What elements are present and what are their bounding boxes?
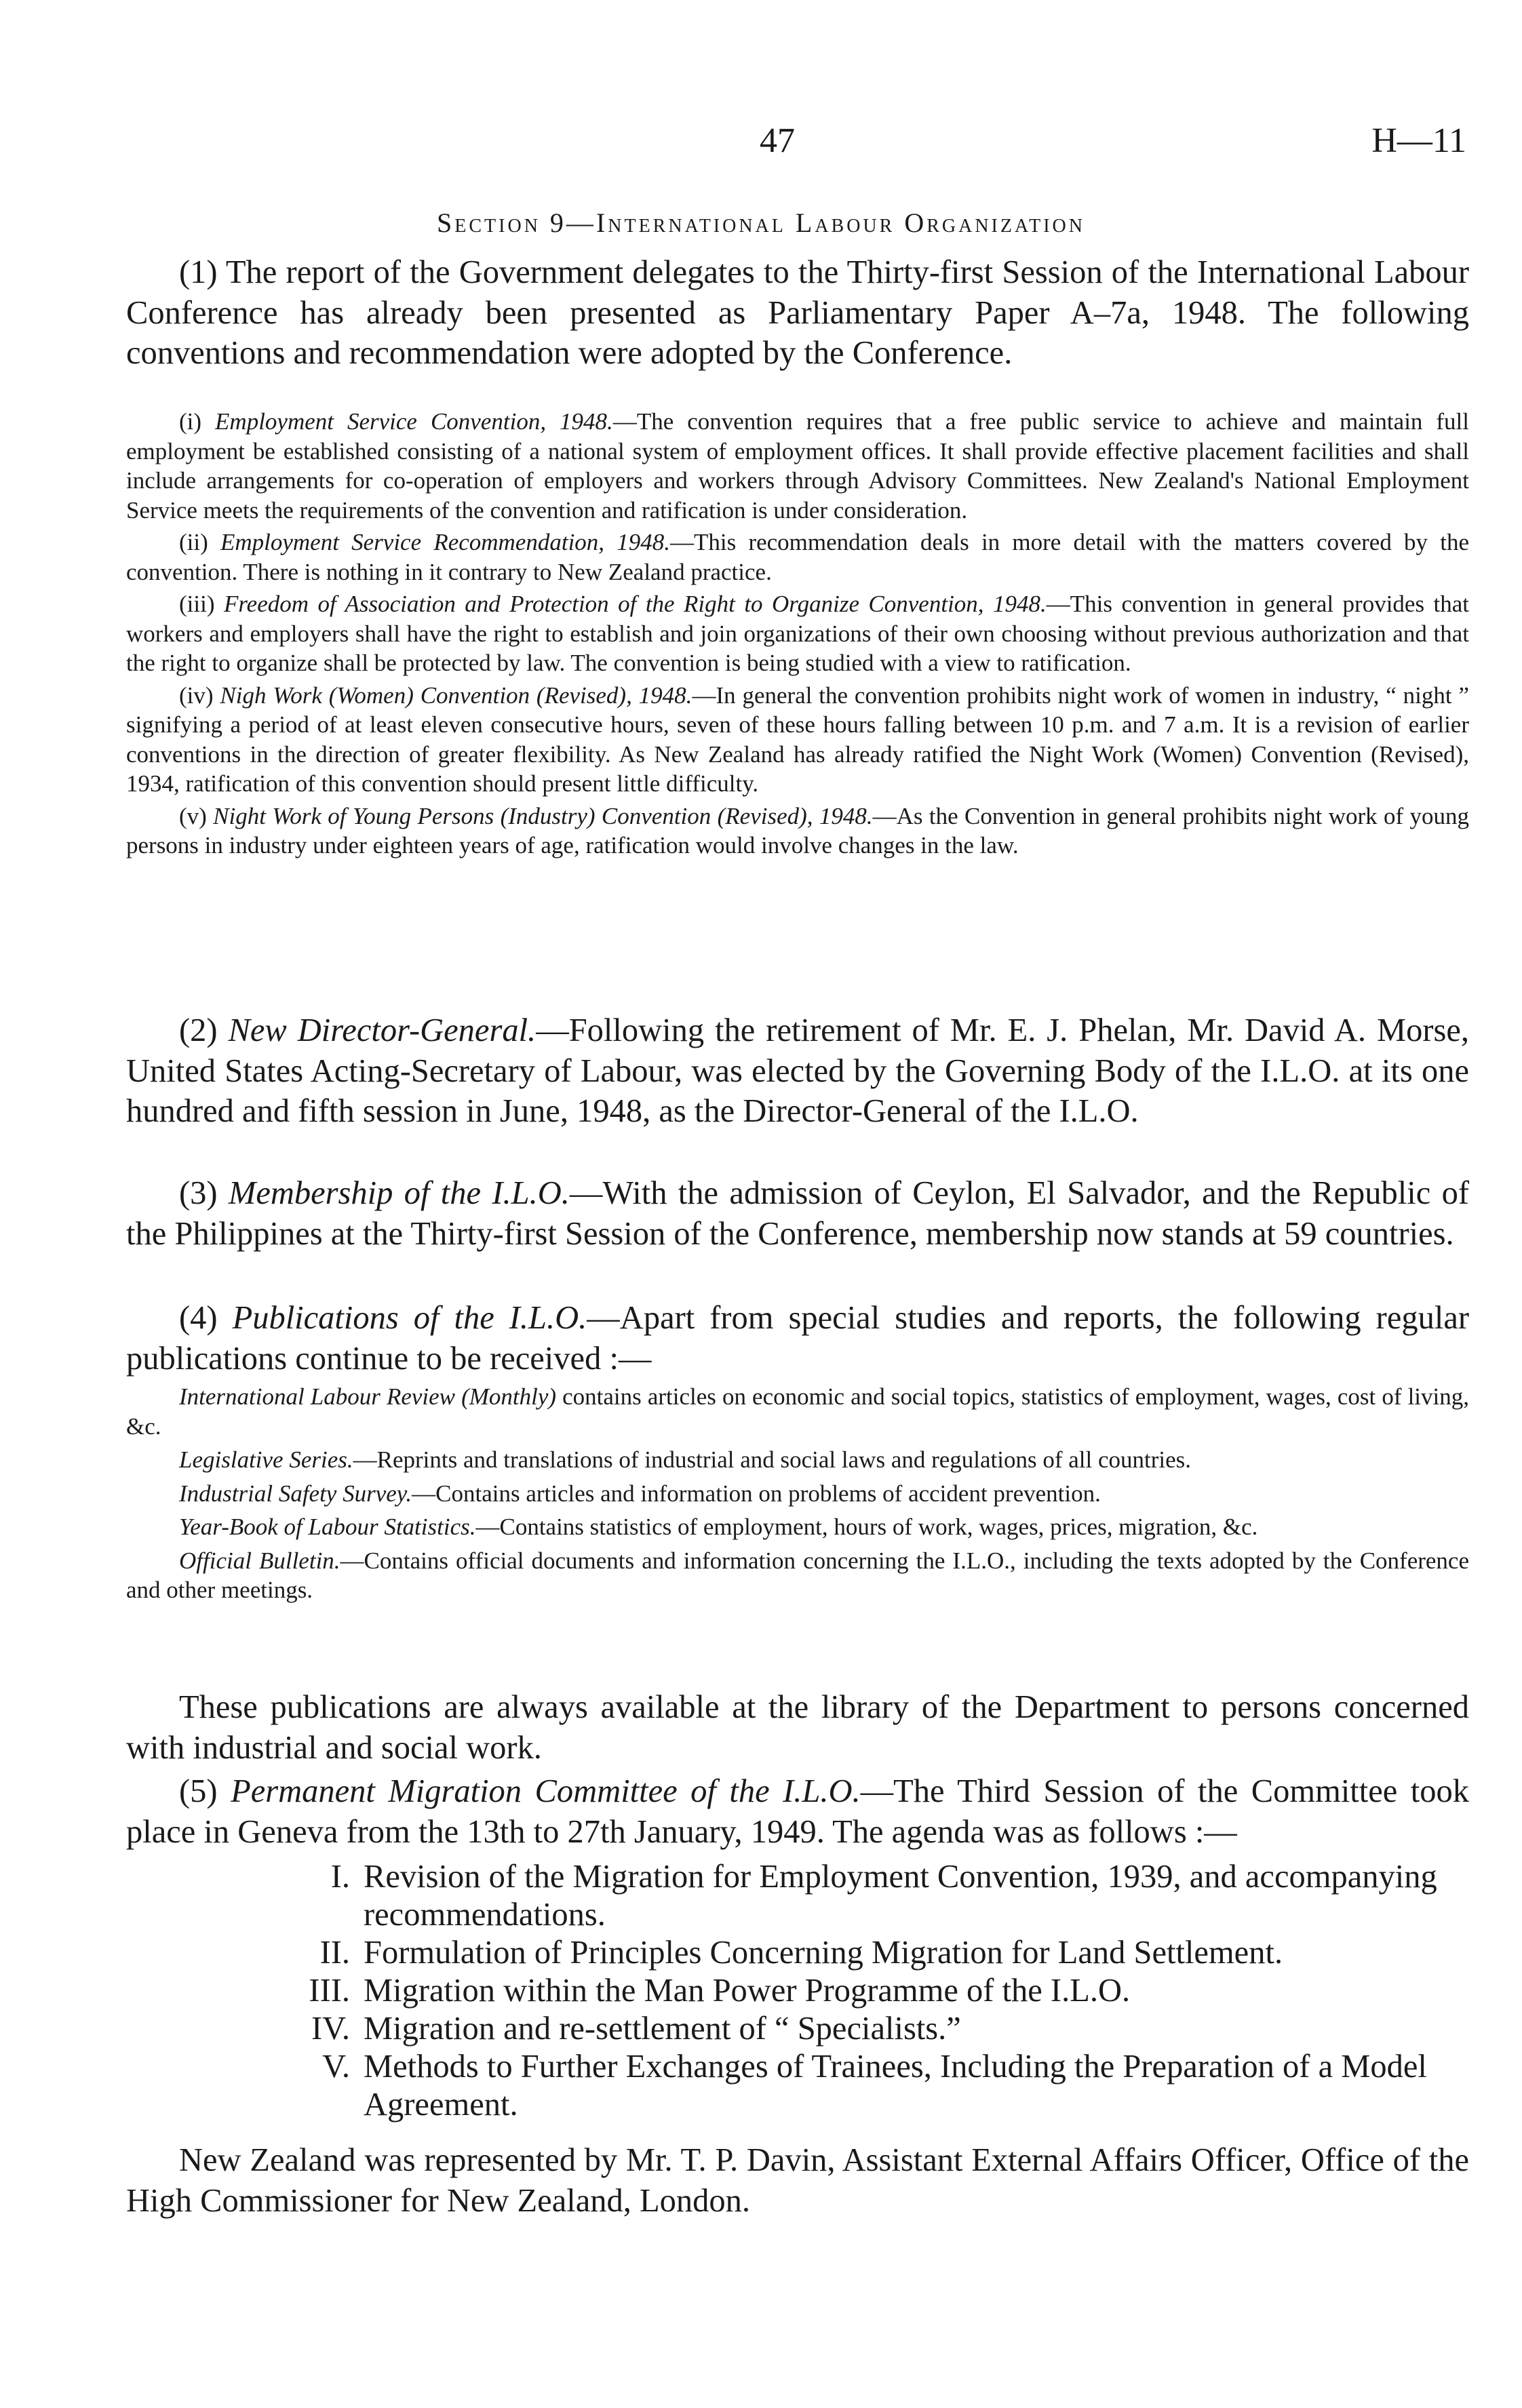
- paragraph-text: The report of the Government delegates to the Thirty-first Session of the International Labour Conference has already been presented as Parliamentary Paper A–7a, 1948. The following conventions and recommendation were adopted by the Conference.: [126, 254, 1469, 371]
- migration-paragraph: (5) Permanent Migration Committee of the I.L.O.—The Third Session of the Committee took place in Geneva from the 13th to 27th January, 1949. The agenda was as follows :—: [126, 1773, 1470, 1850]
- convention-text: —This recommendation deals in more detail with the matters covered by the convention. There is nothing in it contrary to New Zealand practice.: [126, 529, 1469, 585]
- agenda-number: II.: [319, 1935, 350, 1971]
- convention-item: (i) Employment Service Convention, 1948.—The convention requires that a free public service to achieve and maintain full employment be established consisting of a national system of employment offices. It shall provide effective placement facilities and shall include arrangements for co-operation of employers and workers through Advisory Committees. New Zealand's National Employment Service meets the requirements of the convention and ratification is under consideration.: [126, 408, 1470, 524]
- publication-text: —Reprints and translations of industrial and social laws and regulations of all countries.: [353, 1446, 1192, 1473]
- publication-item: [126, 1445, 1469, 1475]
- publication-item: [126, 1546, 1469, 1605]
- convention-text: —In general the convention prohibits night work of women in industry, “ night ” signifying a period of at least eleven consecutive hours, seven of these hours falling between 10 p.m. and 7 a.m. It is a revision of earlier conventions in the direction of greater flexibility. As New Zealand has already ratified the Night Work (Women) Convention (Revised), 1934, ratification of this convention should present little difficulty.: [126, 682, 1469, 797]
- publication-item: [126, 1479, 1469, 1509]
- convention-text: —As the Convention in general prohibits night work of young persons in industry under eighteen years of age, ratification would involve changes in the law.: [126, 802, 1469, 858]
- agenda-text: Formulation of Principles Concerning Migration for Land Settlement.: [364, 1935, 1283, 1971]
- convention-item: (iv) Nigh Work (Women) Convention (Revised), 1948.—In general the convention prohibits night work of women in industry, “ night ” signifying a period of at least eleven consecutive hours, seven of these hours falling between 10 p.m. and 7 a.m. It is a revision of earlier conventions in the direction of greater flexibility. As New Zealand has already ratified the Night Work (Women) Convention (Revised), 1934, ratification of this convention should present little difficulty.: [126, 682, 1469, 797]
- convention-item: (ii) Employment Service Recommendation, 1948.—This recommendation deals in more detail with the matters covered by the convention. There is nothing in it contrary to New Zealand practice.: [126, 529, 1469, 585]
- agenda-item: [126, 1934, 1469, 1972]
- intro-paragraph: [126, 252, 1469, 374]
- migration-closing: New Zealand was represented by Mr. T. P. Davin, Assistant External Affairs Officer, Office of the High Commissioner for New Zealand, London.: [126, 2142, 1469, 2219]
- agenda-number: IV.: [311, 2011, 350, 2047]
- migration-text: —The Third Session of the Committee took place in Geneva from the 13th to 27th January, 1949. The agenda was as follows :—: [126, 1773, 1470, 1850]
- agenda-item: [126, 1858, 1469, 1934]
- publications-text: —Apart from special studies and reports, the following regular publications continue to be received :—: [126, 1300, 1469, 1377]
- migration-title: Permanent Migration Committee of the I.L.O.: [231, 1773, 861, 1809]
- membership-title: Membership of the I.L.O.: [228, 1175, 570, 1211]
- agenda-text: Methods to Further Exchanges of Trainees, Including the Preparation of a Model Agreement.: [364, 2049, 1427, 2123]
- convention-item: (v) Night Work of Young Persons (Industry) Convention (Revised), 1948.—As the Convention in general prohibits night work of young persons in industry under eighteen years of age, ratification would involve changes in the law.: [126, 802, 1469, 858]
- membership-paragraph: (3) Membership of the I.L.O.—With the admission of Ceylon, El Salvador, and the Republic of the Philippines at the Thirty-first Session of the Conference, membership now stands at 59 countries.: [126, 1175, 1469, 1252]
- convention-title: Employment Service Recommendation, 1948.: [220, 529, 671, 555]
- convention-text: —This convention in general provides that workers and employers shall have the right to establish and join organizations of their own choosing without previous authorization and that the right to organize shall be protected by law. The convention is being studied with a view to ratification.: [126, 591, 1470, 676]
- convention-title: Nigh Work (Women) Convention (Revised), 1948.: [220, 682, 692, 709]
- membership-text: —With the admission of Ceylon, El Salvador, and the Republic of the Philippines at the Thirty-first Session of the Conference, membership now stands at 59 countries.: [126, 1175, 1469, 1252]
- agenda-number: III.: [309, 1973, 350, 2009]
- convention-text: —The convention requires that a free public service to achieve and maintain full employment be established consisting of a national system of employment offices. It shall provide effective placement facilities and shall include arrangements for co-operation of employers and workers through Advisory Committees. New Zealand's National Employment Service meets the requirements of the convention and ratification is under consideration.: [126, 408, 1470, 524]
- publication-text: —Contains official documents and information concerning the I.L.O., including the texts adopted by the Conference and other meetings.: [126, 1547, 1469, 1603]
- publication-title: Industrial Safety Survey.: [179, 1480, 412, 1507]
- convention-item: (iii) Freedom of Association and Protection of the Right to Organize Convention, 1948.—This convention in general provides that workers and employers shall have the right to establish and join organizations of their own choosing without previous authorization and that the right to organize shall be protected by law. The convention is being studied with a view to ratification.: [126, 591, 1470, 676]
- agenda-item: [126, 2010, 1469, 2048]
- publication-title: International Labour Review (Monthly): [179, 1383, 557, 1410]
- publication-title: Legislative Series.: [179, 1446, 353, 1473]
- publication-title: Year-Book of Labour Statistics.: [179, 1514, 476, 1540]
- publication-item: [126, 1512, 1469, 1542]
- agenda-number: I.: [330, 1859, 350, 1895]
- agenda-text: Revision of the Migration for Employment Convention, 1939, and accompanying recommendations.: [364, 1859, 1437, 1933]
- publication-title: Official Bulletin.: [179, 1547, 340, 1574]
- agenda-number: V.: [322, 2049, 350, 2085]
- publication-item: [126, 1382, 1469, 1441]
- agenda-item: [126, 1972, 1469, 2010]
- section-title: Section 9—International Labour Organization: [437, 208, 1085, 238]
- publications-title: Publications of the I.L.O.: [232, 1300, 587, 1336]
- publication-text: contains articles on economic and social topics, statistics of employment, wages, cost of living, &c.: [126, 1383, 1469, 1440]
- director-paragraph: (2) New Director-General.—Following the retirement of Mr. E. J. Phelan, Mr. David A. Morse, United States Acting-Secretary of Labour, was elected by the Governing Body of the I.L.O. at its one hundred and fifth session in June, 1948, as the Director-General of the I.L.O.: [126, 1012, 1470, 1129]
- convention-title: Employment Service Convention, 1948.: [215, 408, 613, 435]
- conventions-list: [126, 407, 1469, 861]
- agenda-list: [126, 1858, 1469, 2124]
- publications-paragraph: (4) Publications of the I.L.O.—Apart from special studies and reports, the following regular publications continue to be received :—: [126, 1300, 1469, 1377]
- publications-list: [126, 1382, 1469, 1605]
- convention-title: Night Work of Young Persons (Industry) Convention (Revised), 1948.: [213, 802, 873, 829]
- convention-title: Freedom of Association and Protection of the Right to Organize Convention, 1948.: [223, 591, 1047, 617]
- publications-closing: These publications are always available at the library of the Department to persons concerned with industrial and social work.: [126, 1689, 1469, 1766]
- agenda-item: [126, 2048, 1469, 2124]
- publication-text: —Contains statistics of employment, hours of work, wages, prices, migration, &c.: [475, 1514, 1258, 1540]
- agenda-text: Migration within the Man Power Programme of the I.L.O.: [364, 1973, 1131, 2009]
- page-number: 47: [760, 121, 795, 160]
- document-reference: H—11: [1371, 121, 1466, 160]
- paragraph-number: (1): [179, 254, 218, 290]
- agenda-text: Migration and re-settlement of “ Specialists.”: [364, 2011, 961, 2047]
- director-text: —Following the retirement of Mr. E. J. Phelan, Mr. David A. Morse, United States Acting-Secretary of Labour, was elected by the Governing Body of the I.L.O. at its one hundred and fifth session in June, 1948, as the Director-General of the I.L.O.: [126, 1012, 1470, 1129]
- publication-text: —Contains articles and information on problems of accident prevention.: [412, 1480, 1101, 1507]
- director-title: New Director-General.: [228, 1012, 536, 1048]
